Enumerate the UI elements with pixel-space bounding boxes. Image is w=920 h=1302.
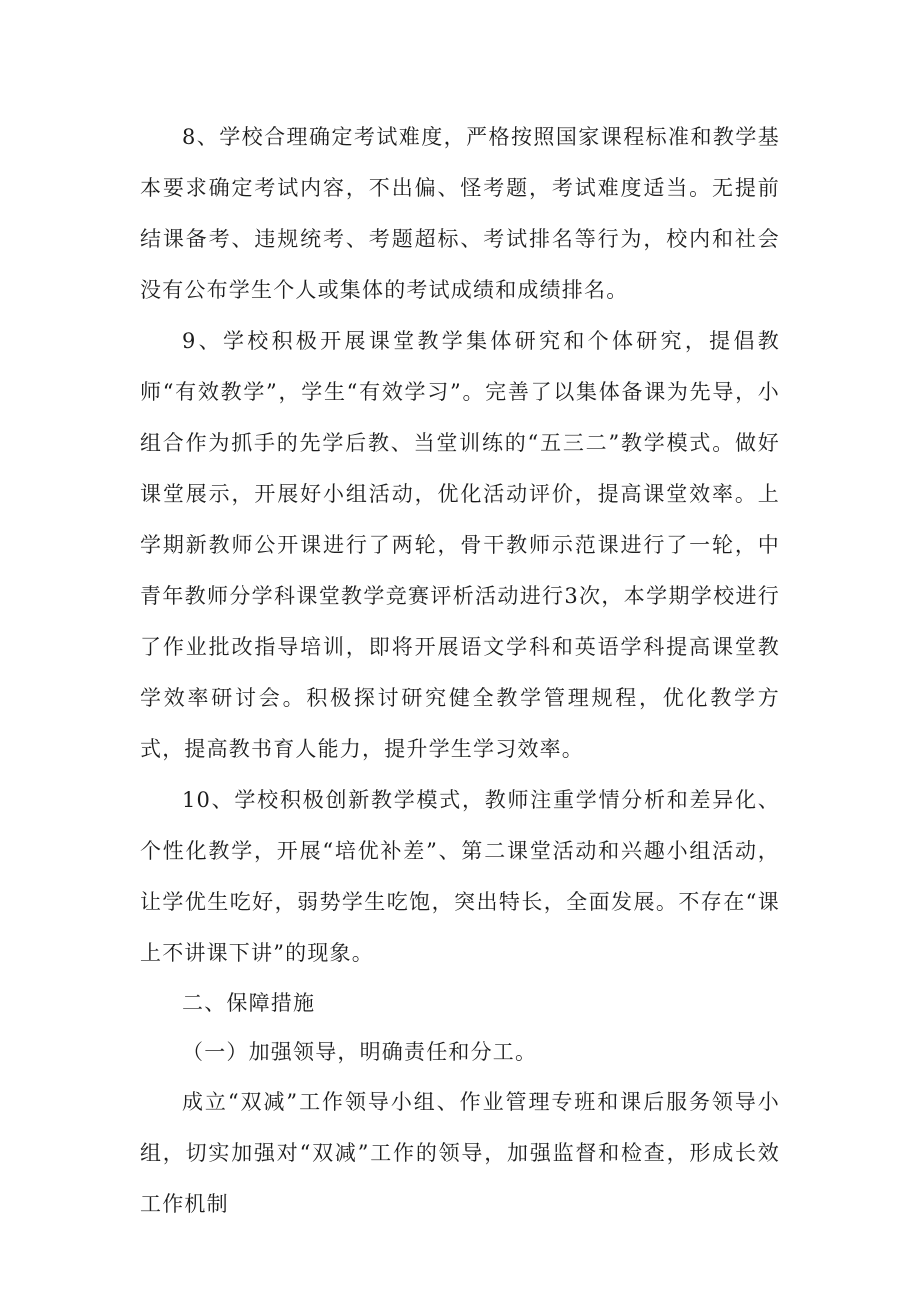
subsection-heading-leadership: （一）加强领导，明确责任和分工。: [182, 1040, 538, 1064]
paragraph-leadership-group: 成立“双减”工作领导小组、作业管理专班和课后服务领导小组，切实加强对“双减”工作的领导，加强监督和检查，形成长效工作机制: [140, 1090, 780, 1216]
paragraph-teaching-model: 10、学校积极创新教学模式，教师注重学情分析和差异化、个性化教学，开展“培优补差”、第二课堂活动和兴趣小组活动，让学优生吃好，弱势学生吃饱，突出特长，全面发展。不存在“课上不讲课下讲”的现象。: [140, 788, 780, 965]
paragraph-exam-difficulty: 8、学校合理确定考试难度，严格按照国家课程标准和教学基本要求确定考试内容，不出偏、怪考题，考试难度适当。无提前结课备考、违规统考、考题超标、考试排名等行为，校内和社会没有公布学生个人或集体的考试成绩和成绩排名。: [140, 125, 780, 302]
document-body: [140, 112, 780, 1230]
section-heading-safeguards: 二、保障措施: [182, 991, 316, 1015]
paragraph-classroom-research: 9、学校积极开展课堂教学集体研究和个体研究，提倡教师“有效教学”，学生“有效学习”。完善了以集体备课为先导，小组合作为抓手的先学后教、当堂训练的“五三二”教学模式。做好课堂展示，开展好小组活动，优化活动评价，提高课堂效率。上学期新教师公开课进行了两轮，骨干教师示范课进行了一轮，中青年教师分学科课堂教学竞赛评析活动进行3次，本学期学校进行了作业批改指导培训，即将开展语文学科和英语学科提高课堂教学效率研讨会。积极探讨研究健全教学管理规程，优化教学方式，提高教书育人能力，提升学生学习效率。: [140, 329, 780, 761]
